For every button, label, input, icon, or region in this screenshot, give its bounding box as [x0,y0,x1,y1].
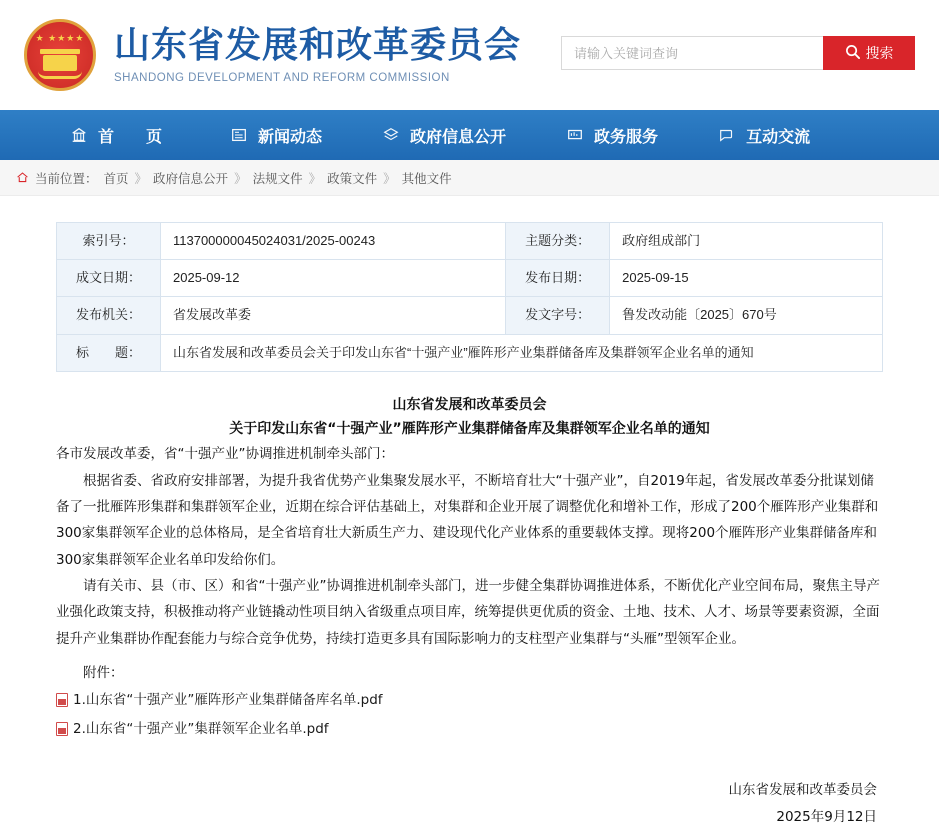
meta-value-issuer: 省发展改革委 [161,297,506,334]
site-header [0,0,939,110]
document-signoff [56,777,883,831]
breadcrumb-separator: 》 [234,171,247,186]
meta-value-category: 政府组成部门 [610,223,883,260]
home-icon [16,171,29,184]
breadcrumb-item-policy-docs[interactable]: 政策文件 [327,171,378,186]
search-bar[interactable] [561,36,915,70]
signature-organization: 山东省发展和改革委员会 [728,781,877,798]
document-paragraph: 请有关市、县（市、区）和省“十强产业”协调推进机制牵头部门，进一步健全集群协调推进体系，不断优化产业空间布局，聚焦主导产业强化政策支持，积极推动将产业链撬动性项目纳入省级重点项目库，统筹提供更优质的资金、土地、技术、人才、场景等要素资源，全面提升产业集群协作配套能力与综合竞争优势，持续打造更多具有国际影响力的支柱型产业集群与“头雁”型领军企业。 [56,577,880,647]
attachment-heading: 附件： [83,664,124,681]
nav-item-home[interactable] [40,110,200,160]
breadcrumb-item-home[interactable]: 首页 [103,171,129,186]
meta-value-doc-number: 鲁发改动能〔2025〕670号 [610,297,883,334]
search-icon [845,44,860,62]
breadcrumb-item-gov-info[interactable]: 政府信息公开 [153,171,229,186]
document-title-line1: 山东省发展和改革委员会 [392,396,547,413]
chat-icon [718,126,736,144]
nav-item-news[interactable] [200,110,352,160]
document-paragraph: 根据省委、省政府安排部署，为提升我省优势产业集聚发展水平，不断培育壮大“十强产业”，自2019年起，省发展改革委分批谋划储备了一批雁阵形集群和集群领军企业，近期在综合评估基础上，对集群和企业开展了调整优化和增补工作，形成了200个雁阵形产业集群和300家集群领军企业的总体格局，是全省培育壮大新质生产力、建设现代化产业体系的重要载体支撑。现将200个雁阵形产业集群储备库和300家集群领军企业名单印发给你们。 [56,472,879,568]
attachment-label: 2.山东省“十强产业”集群领军企业名单.pdf [73,720,329,737]
site-subtitle: SHANDONG DEVELOPMENT AND REFORM COMMISSION [114,71,450,84]
document-title-line2: 关于印发山东省“十强产业”雁阵形产业集群储备库及集群领军企业名单的通知 [229,420,710,437]
table-row [57,223,883,260]
meta-label-issuer: 发布机关： [57,297,161,334]
pdf-icon [56,693,68,707]
site-title-block [114,26,521,84]
breadcrumb-item-other-docs[interactable]: 其他文件 [401,171,452,186]
main-nav [0,110,939,160]
search-button-label: 搜索 [865,45,894,61]
national-emblem-icon [24,19,96,91]
home-building-icon [70,126,88,144]
nav-item-label: 互动交流 [746,128,811,146]
meta-value-title: 山东省发展和改革委员会关于印发山东省“十强产业”雁阵形产业集群储备库及集群领军企业名单的通知 [161,334,883,371]
meta-value-publish-date: 2025-09-15 [610,260,883,297]
document-meta-table [56,222,883,372]
emblem-gear [38,71,82,79]
site-title: 山东省发展和改革委员会 [114,25,522,67]
nav-item-gov-services[interactable] [536,110,688,160]
search-input[interactable] [561,36,823,70]
search-button[interactable] [823,36,915,70]
nav-item-government-info[interactable] [352,110,536,160]
document-salutation: 各市发展改革委，省“十强产业”协调推进机制牵头部门： [56,446,394,463]
meta-label-written-date: 成文日期： [57,260,161,297]
nav-item-label: 政务服务 [594,128,659,146]
meta-label-category: 主题分类： [506,223,610,260]
layers-icon [382,126,400,144]
nav-item-interaction[interactable] [688,110,840,160]
attachment-link[interactable] [56,686,883,714]
table-row [57,334,883,371]
monitor-icon [566,126,584,144]
breadcrumb-separator: 》 [134,171,148,186]
breadcrumb-separator: 》 [308,171,322,186]
table-row [57,297,883,334]
meta-label-publish-date: 发布日期： [506,260,610,297]
meta-value-written-date: 2025-09-12 [161,260,506,297]
meta-label-title: 标 题： [57,334,161,371]
meta-value-index: 113700000045024031/2025-00243 [161,223,506,260]
main-content [0,196,939,831]
document-body [56,394,883,743]
nav-item-label: 新闻动态 [258,128,323,146]
breadcrumb-prefix: 当前位置： [35,171,98,186]
table-row [57,260,883,297]
attachment-label: 1.山东省“十强产业”雁阵形产业集群储备库名单.pdf [73,692,383,709]
emblem-gate [43,55,77,71]
meta-label-doc-number: 发文字号： [506,297,610,334]
breadcrumb-item-regulations[interactable]: 法规文件 [252,171,303,186]
nav-item-label: 首 页 [98,128,171,146]
emblem-stars: ★ ★★★★ [35,33,85,43]
breadcrumb [0,160,939,196]
newspaper-icon [230,126,248,144]
nav-item-label: 政府信息公开 [410,128,507,146]
meta-label-index: 索引号： [57,223,161,260]
signature-date: 2025年9月12日 [776,808,877,825]
breadcrumb-separator: 》 [383,171,396,186]
